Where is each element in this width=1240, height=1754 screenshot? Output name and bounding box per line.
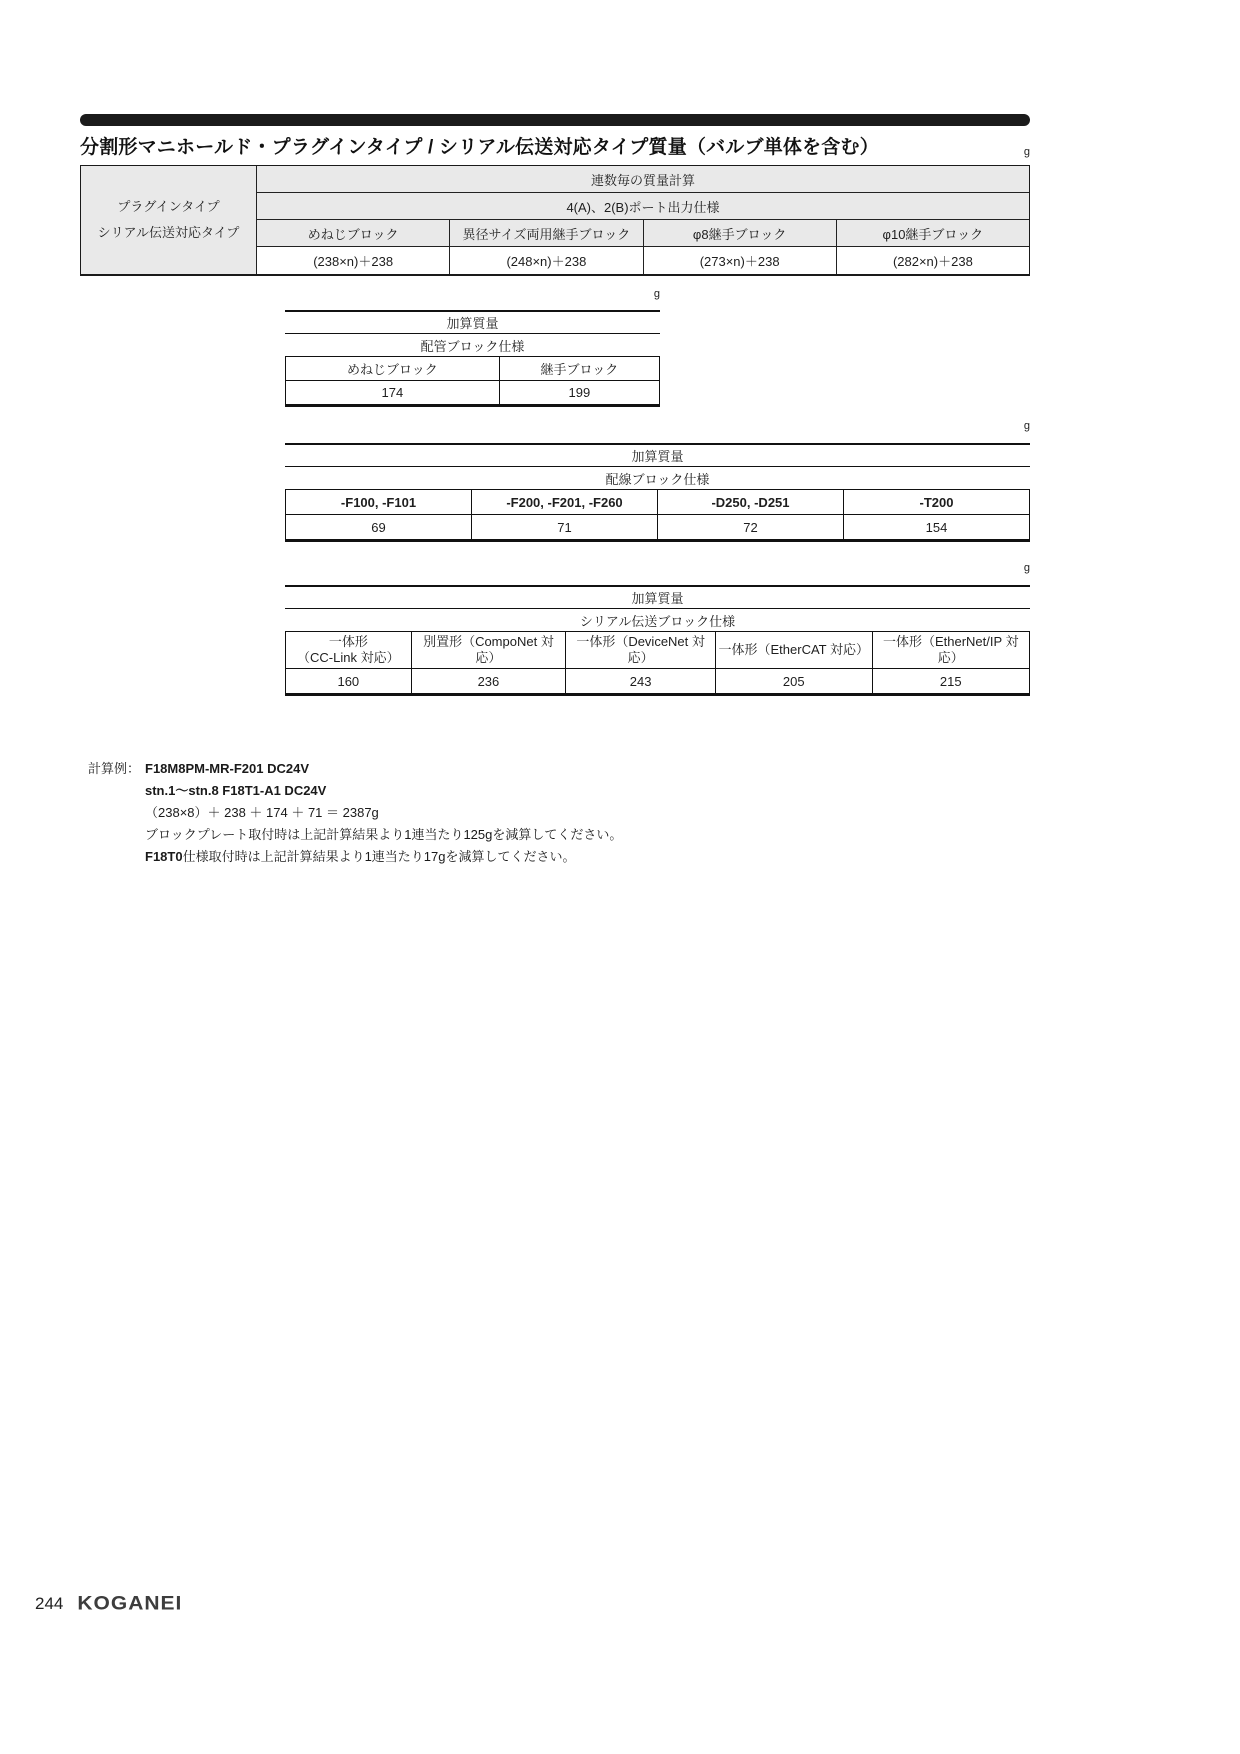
example-label: 計算例： bbox=[88, 761, 141, 776]
calculation-example bbox=[88, 758, 622, 868]
column-header: -F100, -F101 bbox=[286, 490, 472, 514]
table-subheader: 配管ブロック仕様 bbox=[285, 333, 660, 356]
table-subheader: 配線ブロック仕様 bbox=[285, 466, 1030, 489]
table-cell: 174 bbox=[286, 381, 500, 404]
section-title-bar bbox=[80, 114, 1030, 126]
example-model: F18M8PM-MR-F201 DC24V bbox=[145, 761, 309, 776]
table-cell: 71 bbox=[472, 515, 658, 539]
row-header-line1: プラグインタイプ bbox=[117, 199, 220, 214]
table-cell: 243 bbox=[566, 669, 716, 693]
page-footer bbox=[35, 1592, 182, 1616]
table-cell: 199 bbox=[568, 385, 591, 400]
wiring-block-mass-table bbox=[285, 443, 1030, 542]
column-header: 一体形（EtherCAT 対応） bbox=[716, 632, 873, 668]
column-header-line1: 一体形 bbox=[328, 634, 368, 649]
column-header: めねじブロック bbox=[257, 220, 450, 246]
table-cell: (282×n)＋238 bbox=[892, 254, 973, 269]
column-header: -D250, -D251 bbox=[658, 490, 844, 514]
table-subheader-band: 4(A)、2(B)ポート出力仕様 bbox=[257, 193, 1029, 220]
example-note-2-rest: 仕様取付時は上記計算結果より1連当たり17gを減算してください。 bbox=[182, 849, 576, 864]
value-row bbox=[285, 380, 660, 404]
column-header-line2: （CC-Link 対応） bbox=[297, 650, 400, 665]
table-cell: (238×n)＋238 bbox=[257, 247, 450, 274]
table-cell: 154 bbox=[925, 519, 948, 535]
table-cell: 236 bbox=[412, 669, 567, 693]
column-header: めねじブロック bbox=[286, 357, 500, 380]
serial-transmission-block-mass-table bbox=[285, 585, 1030, 696]
table-cell: 215 bbox=[939, 673, 962, 689]
value-row bbox=[257, 247, 1029, 274]
piping-block-mass-table bbox=[285, 310, 660, 407]
value-row bbox=[285, 514, 1030, 539]
value-row bbox=[285, 668, 1030, 693]
table-header-band: 連数毎の質量計算 bbox=[257, 166, 1029, 193]
table-cell: 160 bbox=[286, 669, 412, 693]
table-header: 加算質量 bbox=[285, 443, 1030, 466]
table-header: 加算質量 bbox=[285, 310, 660, 333]
column-header: 一体形（EtherNet/IP 対応） bbox=[882, 634, 1019, 665]
table-body bbox=[257, 166, 1029, 274]
column-header bbox=[286, 632, 412, 668]
table-subheader: シリアル伝送ブロック仕様 bbox=[285, 608, 1030, 631]
unit-label-g: g bbox=[1023, 562, 1030, 574]
row-header-line2: シリアル伝送対応タイプ bbox=[97, 225, 240, 240]
column-header-row bbox=[257, 220, 1029, 247]
column-header: 別置形（CompoNet 対応） bbox=[412, 632, 567, 668]
page-number: 244 bbox=[35, 1594, 64, 1613]
unit-label-g: g bbox=[1023, 420, 1030, 432]
unit-label-g: g bbox=[653, 288, 660, 300]
example-line bbox=[88, 758, 622, 780]
page-title: 分割形マニホールド・プラグインタイプ / シリアル伝送対応タイプ質量（バルブ単体を含む） bbox=[80, 137, 879, 158]
unit-label-g: g bbox=[1023, 146, 1030, 158]
column-header: 一体形（DeviceNet 対応） bbox=[566, 632, 716, 668]
column-header: φ8継手ブロック bbox=[644, 220, 837, 246]
column-header: -T200 bbox=[919, 494, 954, 510]
koganei-logo: KOGANEI bbox=[77, 1592, 183, 1615]
column-header-row bbox=[285, 489, 1030, 514]
mass-calculation-table bbox=[80, 165, 1030, 276]
table-cell: (248×n)＋238 bbox=[450, 247, 643, 274]
table-row-header bbox=[81, 166, 257, 274]
example-formula: （238×8）＋ 238 ＋ 174 ＋ 71 ＝ 2387g bbox=[145, 805, 379, 820]
table-cell: 205 bbox=[716, 669, 873, 693]
table-cell: (273×n)＋238 bbox=[644, 247, 837, 274]
example-note-2-bold: F18T0 bbox=[145, 849, 183, 864]
example-note-2 bbox=[145, 846, 622, 868]
column-header: φ10継手ブロック bbox=[882, 226, 984, 242]
column-header-row bbox=[285, 631, 1030, 668]
column-header: 継手ブロック bbox=[540, 362, 619, 377]
column-header: 異径サイズ両用継手ブロック bbox=[450, 220, 643, 246]
example-stations: stn.1～stn.8 F18T1-A1 DC24V bbox=[145, 783, 327, 798]
table-cell: 72 bbox=[658, 515, 844, 539]
table-cell: 69 bbox=[286, 515, 472, 539]
example-note-1: ブロックプレート取付時は上記計算結果より1連当たり125gを減算してください。 bbox=[145, 827, 623, 842]
column-header: -F200, -F201, -F260 bbox=[472, 490, 658, 514]
table-header: 加算質量 bbox=[285, 585, 1030, 608]
column-header-row bbox=[285, 356, 660, 380]
